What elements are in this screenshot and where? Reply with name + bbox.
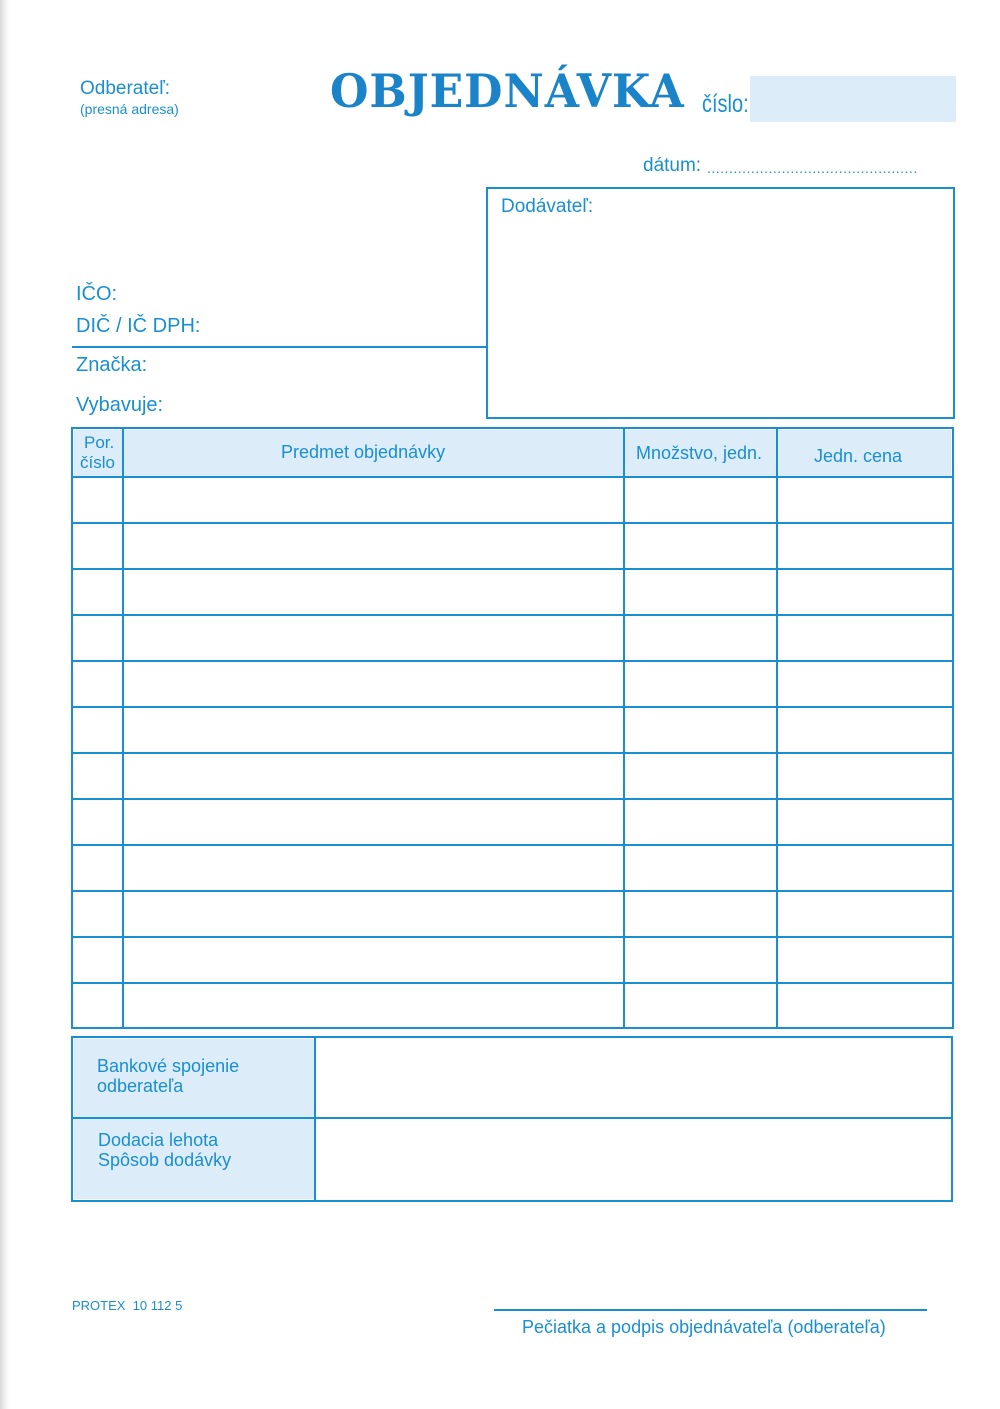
date-field[interactable]: ................................................ xyxy=(707,160,918,176)
row-line xyxy=(73,982,953,984)
signature-label: Pečiatka a podpis objednávateľa (odberateľa) xyxy=(522,1317,886,1337)
row-line xyxy=(73,936,953,938)
row-line xyxy=(73,706,953,708)
table-header-divider xyxy=(72,476,953,478)
row-line xyxy=(73,614,953,616)
date-label: dátum: xyxy=(643,155,702,176)
payment-delivery-divider xyxy=(314,1037,316,1201)
handler-label: Vybavuje: xyxy=(76,394,164,416)
col-header-order-no-2: číslo xyxy=(80,453,115,472)
bank-field[interactable] xyxy=(318,1040,950,1115)
col-divider-1 xyxy=(122,428,124,1028)
payment-delivery-row-divider xyxy=(72,1117,952,1119)
row-line xyxy=(73,660,953,662)
form-code: PROTEX 10 112 5 xyxy=(72,1298,183,1313)
row-line xyxy=(73,522,953,524)
col-header-unit-price: Jedn. cena xyxy=(814,446,903,466)
bank-label-line1: Bankové spojenie xyxy=(97,1056,240,1076)
signature-line xyxy=(494,1309,927,1311)
col-header-quantity: Množstvo, jedn. xyxy=(636,443,763,463)
row-line xyxy=(73,568,953,570)
number-label: číslo: xyxy=(702,90,749,118)
number-field[interactable] xyxy=(750,76,956,122)
supplier-box[interactable] xyxy=(486,187,955,419)
buyer-divider xyxy=(72,346,488,348)
row-line xyxy=(73,844,953,846)
col-divider-2 xyxy=(623,428,625,1028)
col-header-subject: Predmet objednávky xyxy=(281,442,446,462)
dic-label: DIČ / IČ DPH: xyxy=(76,315,201,337)
supplier-label: Dodávateľ: xyxy=(501,196,594,217)
scan-edge-shadow xyxy=(0,0,10,1409)
items-table xyxy=(71,427,954,1029)
ico-label: IČO: xyxy=(76,283,118,305)
bank-label-line2: odberateľa xyxy=(97,1076,184,1096)
row-line xyxy=(73,798,953,800)
buyer-label: Odberateľ: xyxy=(80,78,171,99)
buyer-note: (presná adresa) xyxy=(80,101,179,117)
mark-label: Značka: xyxy=(76,354,148,376)
delivery-label-line1: Dodacia lehota xyxy=(98,1130,219,1150)
col-divider-3 xyxy=(776,428,778,1028)
form-title: OBJEDNÁVKA xyxy=(330,64,685,118)
row-line xyxy=(73,890,953,892)
delivery-field[interactable] xyxy=(318,1121,950,1199)
row-line xyxy=(73,752,953,754)
delivery-label-line2: Spôsob dodávky xyxy=(98,1150,232,1170)
col-header-order-no-1: Por. xyxy=(84,433,115,452)
